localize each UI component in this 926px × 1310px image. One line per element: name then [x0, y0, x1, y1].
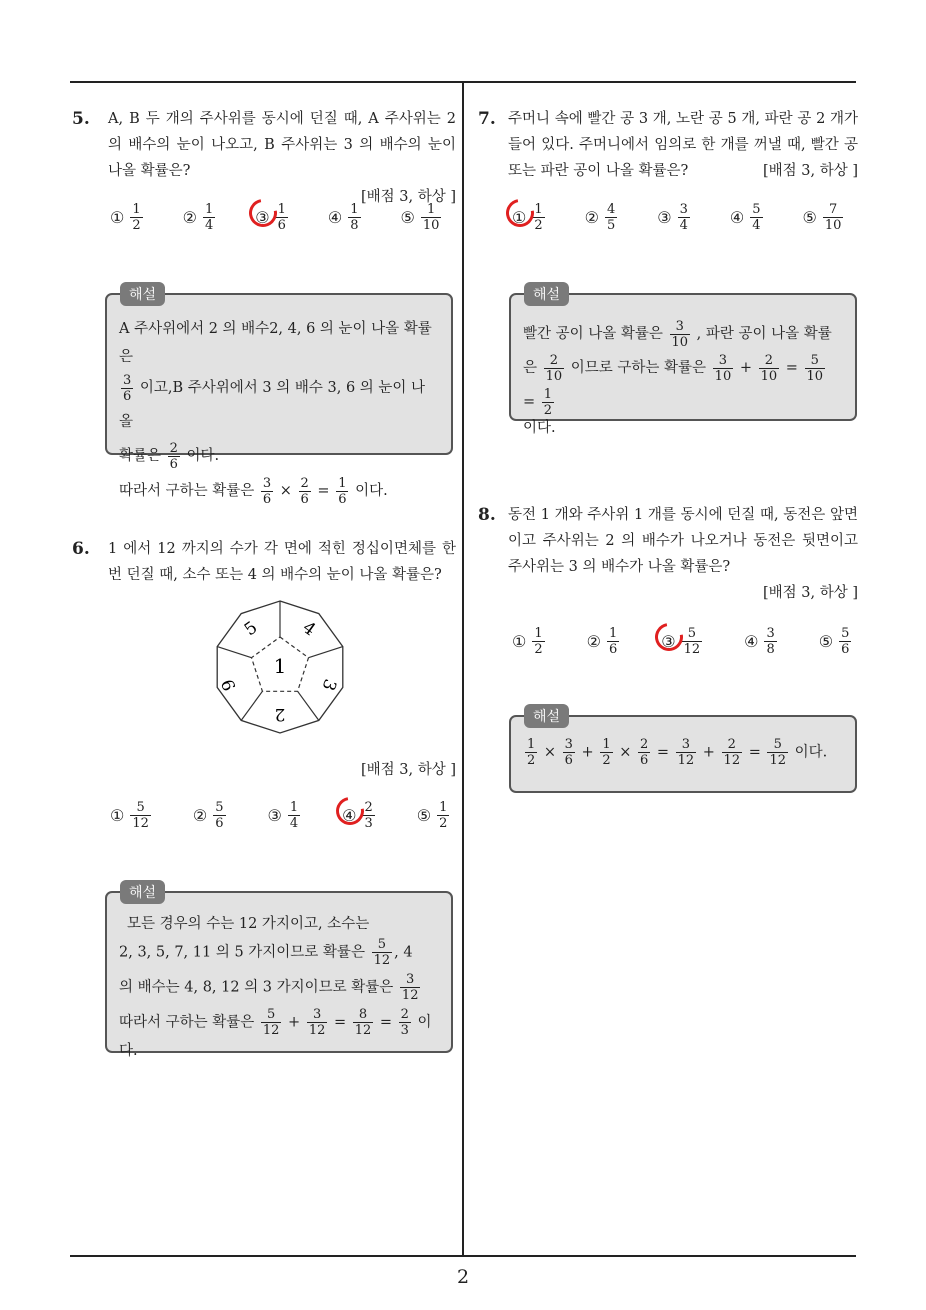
fraction-denominator: 6 — [215, 816, 224, 831]
fraction-numerator: 1 — [289, 800, 299, 815]
choice-mark: ③ — [657, 208, 672, 227]
choice-fraction — [276, 202, 288, 233]
choice-fraction — [130, 800, 151, 831]
points-label: [배점 3, 하상 ] — [360, 762, 456, 778]
solution-text: 확률은 — [119, 448, 162, 464]
choice-mark: ④ — [342, 806, 357, 825]
solution-line: $\frac{1}{2}$ × $\frac{3}{6}$ + $\frac{1}{2}$ × $\frac{2}{6}$ = $\frac{3}{12}$ + $\frac{2}{12}$ = $\frac{5}{12}$ 이다. — [527, 737, 828, 768]
solution-line: 모든 경우의 수는 12 가지이고, 소수는 — [127, 916, 370, 932]
choices-q7 — [512, 202, 883, 233]
choice-fraction — [130, 202, 142, 233]
choice-mark: ① — [110, 806, 125, 825]
question-number: 6. — [72, 539, 90, 559]
fraction-denominator: 4 — [289, 816, 299, 831]
solution-line: $\frac{3}{6}$ 이고,B 주사위에서 3 의 배수 3, 6 의 눈이 나올 — [119, 372, 426, 430]
solution-text: , 파란 공이 나올 확률 — [696, 326, 832, 342]
question-7 — [478, 106, 858, 184]
fraction-denominator: 2 — [534, 642, 543, 657]
face-label: 2 — [274, 704, 286, 724]
fraction-denominator: 10 — [422, 218, 440, 233]
solution-text: 은 — [523, 360, 538, 376]
choice-fraction — [682, 626, 703, 657]
points-label: [배점 3, 하상 ] — [762, 585, 858, 601]
fraction-numerator: 1 — [132, 202, 141, 217]
fraction-denominator: 8 — [766, 642, 775, 657]
fraction-numerator: 3 — [679, 202, 688, 217]
choice-fraction — [839, 626, 851, 657]
question-5 — [72, 106, 456, 210]
choice-fraction — [421, 202, 442, 233]
choice-fraction — [532, 202, 544, 233]
choice-option[interactable] — [512, 202, 547, 233]
points-label: [배점 3, 하상 ] — [762, 163, 858, 179]
question-number: 7. — [478, 109, 496, 129]
choice-fraction — [607, 626, 619, 657]
fraction-numerator: 1 — [204, 202, 214, 217]
solution-text: 이므로 구하는 확률은 — [570, 360, 707, 376]
choice-option[interactable] — [587, 626, 622, 657]
fraction-denominator: 2 — [439, 816, 448, 831]
fraction-denominator: 12 — [683, 642, 701, 657]
choice-mark: ⑤ — [416, 806, 432, 825]
solution-box-q5 — [105, 293, 453, 507]
choice-option[interactable] — [342, 800, 377, 831]
solution-tag: 해설 — [524, 704, 569, 728]
solution-text: 이다. — [355, 483, 388, 499]
fraction-denominator: 3 — [364, 816, 373, 831]
choice-option[interactable] — [401, 202, 444, 233]
solution-text: 따라서 구하는 확률은 — [119, 483, 255, 499]
choice-option[interactable] — [255, 202, 290, 233]
choice-fraction — [823, 202, 844, 233]
choice-option[interactable] — [328, 202, 363, 233]
choice-mark: ④ — [729, 208, 745, 227]
choice-fraction — [203, 202, 215, 233]
choice-fraction — [678, 202, 690, 233]
fraction-denominator: 10 — [824, 218, 842, 233]
page-number: 2 — [456, 1266, 470, 1288]
bottom-rule — [70, 1255, 856, 1257]
choice-mark: ③ — [255, 208, 270, 227]
fraction-denominator: 8 — [350, 218, 359, 233]
choice-mark: ⑤ — [802, 208, 817, 227]
dodecahedron-figure — [210, 597, 350, 737]
question-number: 8. — [478, 505, 496, 525]
fraction-denominator: 6 — [841, 642, 850, 657]
choice-fraction — [213, 800, 225, 831]
choice-option[interactable] — [268, 800, 303, 831]
choice-option[interactable] — [657, 202, 692, 233]
fraction-numerator: 2 — [364, 800, 373, 815]
solution-line: A 주사위에서 2 의 배수2, 4, 6 의 눈이 나올 확률은 — [119, 321, 432, 365]
choice-fraction — [532, 626, 544, 657]
question-number: 5. — [72, 109, 90, 129]
choice-mark: ③ — [661, 632, 676, 651]
choice-option[interactable] — [512, 626, 547, 657]
choice-mark: ② — [584, 208, 599, 227]
fraction-denominator: 6 — [608, 642, 618, 657]
fraction-numerator: 1 — [350, 202, 359, 217]
solution-text: 빨간 공이 나올 확률은 — [523, 326, 663, 342]
solution-box-q6 — [105, 891, 453, 1059]
solution-line: 따라서 구하는 확률은 $\frac{3}{6}$ × $\frac{2}{6}$ = $\frac{1}{6}$ 이다. — [119, 475, 388, 507]
choice-fraction — [764, 626, 776, 657]
fraction-denominator: 4 — [752, 218, 761, 233]
solution-line: 은 $\frac{2}{10}$ 이므로 구하는 확률은 $\frac{3}{10}$ + $\frac{2}{10}$ = $\frac{5}{10}$ = $\frac{1}{2}$ — [523, 352, 824, 418]
choice-fraction — [348, 202, 360, 233]
choices-q5 — [110, 202, 481, 233]
question-text: A, B 두 개의 주사위를 동시에 던질 때, A 주사위는 2 의 배수의 눈이 나오고, B 주사위는 3 의 배수의 눈이 나올 확률은? — [108, 111, 456, 179]
face-label: 4 — [298, 617, 320, 641]
solution-tag: 해설 — [524, 282, 569, 306]
question-text: 1 에서 12 까지의 수가 각 면에 적힌 정십이면체를 한 번 던질 때, 소수 또는 4 의 배수의 눈이 나올 확률은? — [108, 541, 456, 583]
choice-option[interactable] — [193, 800, 228, 831]
question-8 — [478, 502, 858, 606]
choice-fraction — [605, 202, 617, 233]
points-label: [배점 3, 하상 ] — [360, 189, 456, 205]
choices-q8 — [512, 626, 893, 657]
solution-line: 확률은 $\frac{2}{6}$ 이다. — [119, 440, 220, 472]
fraction-numerator: 1 — [534, 626, 543, 641]
face-label: 3 — [317, 676, 340, 694]
choice-mark: ③ — [267, 806, 282, 825]
choice-option[interactable] — [730, 202, 765, 233]
solution-text: 의 배수는 4, 8, 12 의 3 가지이므로 확률은 — [119, 979, 394, 996]
face-label: 9 — [218, 676, 241, 694]
fraction-numerator: 4 — [606, 202, 616, 217]
fraction-denominator: 2 — [132, 218, 141, 233]
solution-tag: 해설 — [120, 282, 165, 306]
choices-q6 — [110, 800, 491, 831]
fraction-numerator: 1 — [608, 626, 618, 641]
choice-mark: ④ — [744, 632, 759, 651]
fraction-numerator: 5 — [687, 626, 696, 641]
choice-fraction — [750, 202, 762, 233]
solution-text: 이고,B 주사위에서 3 의 배수 3, 6 의 눈이 나올 — [119, 380, 426, 430]
fraction-denominator: 4 — [204, 218, 214, 233]
choice-mark: ① — [512, 208, 527, 227]
fraction-denominator: 12 — [132, 816, 149, 831]
fraction-numerator: 3 — [766, 626, 775, 641]
solution-text: , 4 — [394, 944, 413, 961]
solution-text: 2, 3, 5, 7, 11 의 5 가지이므로 확률은 — [119, 944, 365, 961]
choice-option[interactable] — [110, 202, 145, 233]
solution-line: 빨간 공이 나올 확률은 $\frac{3}{10}$ , 파란 공이 나올 확률 — [523, 318, 832, 350]
fraction-denominator: 5 — [606, 218, 616, 233]
choice-mark: ② — [586, 632, 601, 651]
question-6 — [72, 536, 456, 588]
choice-mark: ④ — [327, 208, 343, 227]
fraction-numerator: 5 — [136, 800, 145, 815]
choice-option[interactable] — [417, 800, 452, 831]
fraction-numerator: 1 — [277, 202, 286, 217]
choice-option[interactable] — [803, 202, 846, 233]
solution-tag: 해설 — [120, 880, 165, 904]
choice-fraction — [288, 800, 300, 831]
choice-mark: ① — [512, 632, 527, 651]
choice-fraction — [437, 800, 449, 831]
fraction-numerator: 1 — [426, 202, 436, 217]
question-6-points — [108, 757, 456, 783]
fraction-numerator: 5 — [752, 202, 761, 217]
fraction-numerator: 1 — [534, 202, 543, 217]
choice-mark: ① — [110, 208, 125, 227]
solution-text: 따라서 구하는 확률은 — [119, 1014, 255, 1031]
fraction-numerator: 5 — [841, 626, 850, 641]
face-label: 5 — [240, 617, 262, 641]
solution-box-q7 — [509, 293, 857, 436]
choice-option[interactable] — [661, 626, 704, 657]
choice-mark: ⑤ — [818, 632, 834, 651]
solution-line: 2, 3, 5, 7, 11 의 5 가지이므로 확률은 $\frac{5}{12}$ , 4 — [119, 937, 413, 968]
choice-option[interactable] — [585, 202, 620, 233]
choice-mark: ② — [192, 806, 208, 825]
choice-option[interactable] — [819, 626, 854, 657]
fraction-numerator: 5 — [215, 800, 224, 815]
fraction-denominator: 4 — [679, 218, 688, 233]
choice-mark: ② — [182, 208, 197, 227]
solution-text: 이다. — [119, 1014, 432, 1059]
question-text: 주머니 속에 빨간 공 3 개, 노란 공 5 개, 파란 공 2 개가 들어 있다. 주머니에서 임의로 한 개를 꺼낼 때, 빨간 공 또는 파란 공이 나올 확률은? — [508, 111, 858, 179]
question-text: 동전 1 개와 주사위 1 개를 동시에 던질 때, 동전은 앞면이고 주사위는 2 의 배수가 나오거나 동전은 뒷면이고 주사위는 3 의 배수가 나올 확률은? — [508, 507, 858, 575]
choice-option[interactable] — [110, 800, 153, 831]
fraction-numerator: 7 — [828, 202, 838, 217]
solution-line: 의 배수는 4, 8, 12 의 3 가지이므로 확률은 $\frac{3}{12}$ — [119, 972, 419, 1003]
choice-option[interactable] — [183, 202, 218, 233]
solution-text: 이다. — [186, 448, 220, 464]
choice-fraction — [362, 800, 374, 831]
fraction-denominator: 2 — [534, 218, 543, 233]
choice-option[interactable] — [744, 626, 779, 657]
fraction-numerator: 1 — [439, 800, 448, 815]
solution-line: 따라서 구하는 확률은 $\frac{5}{12}$ + $\frac{3}{12}$ = $\frac{8}{12}$ = $\frac{2}{3}$ 이다. — [119, 1007, 432, 1059]
solution-text: 이다. — [794, 744, 828, 761]
column-divider — [462, 82, 464, 1256]
solution-line: 이다. — [523, 420, 556, 436]
face-label: 1 — [273, 654, 287, 678]
fraction-denominator: 6 — [277, 218, 286, 233]
choice-mark: ⑤ — [400, 208, 415, 227]
